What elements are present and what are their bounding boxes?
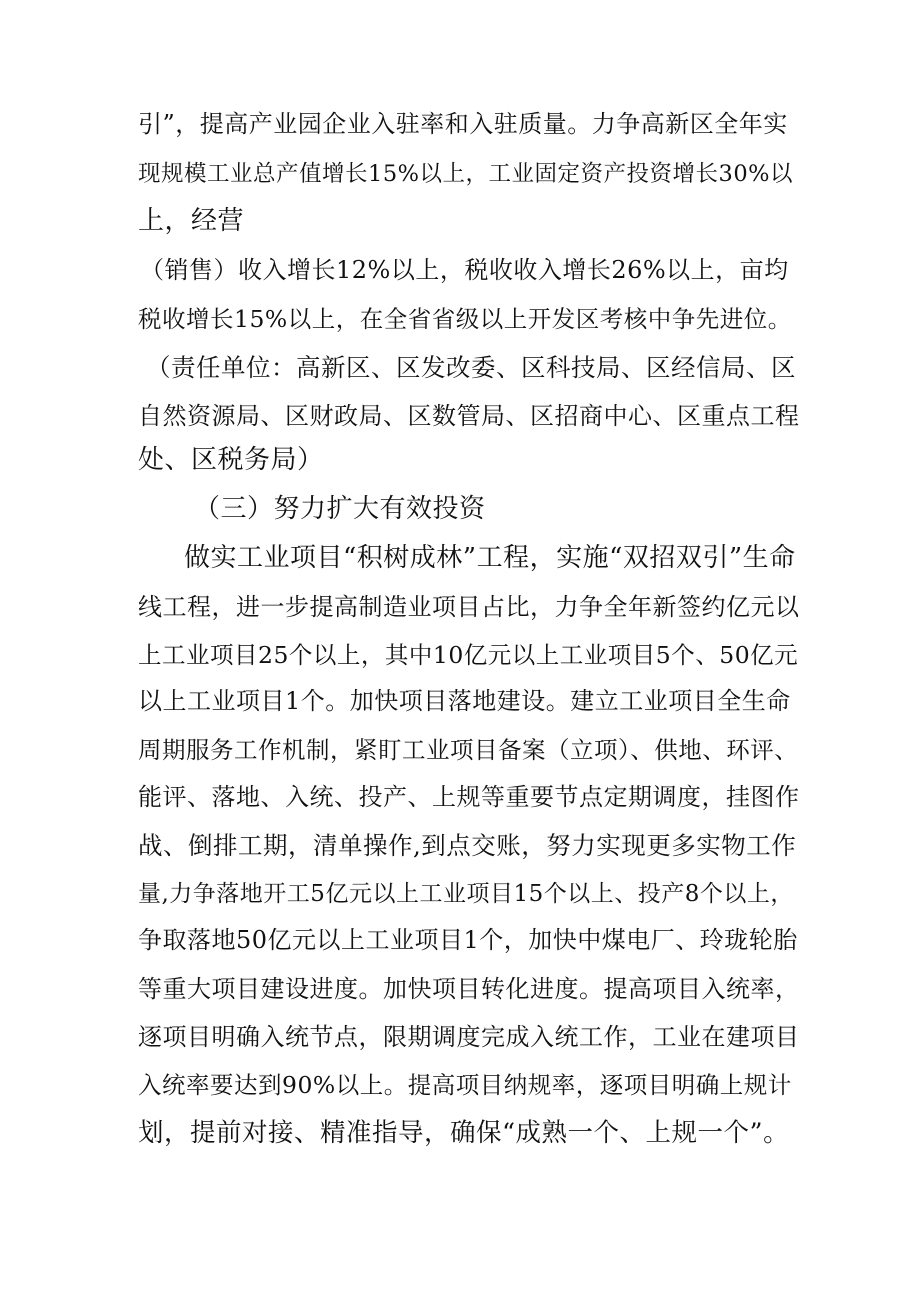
text-line: 能评、落地、入统、投产、上规等重要节点定期调度，挂图作 [138,783,800,811]
section-heading: （三）努力扩大有效投资 [194,494,486,524]
text-line: 现规模工业总产值增长15%以上，工业固定资产投资增长30%以 [138,161,794,187]
text-line: 税收增长15%以上，在全省省级以上开发区考核中争先进位。 [138,305,792,333]
text-line: 争取落地50亿元以上工业项目1个，加快中煤电厂、玲珑轮胎 [138,926,798,954]
text-line: 划，提前对接、精准指导，确保“成熟一个、上规一个”。 [138,1118,790,1148]
text-line: 引”，提高产业园企业入驻率和入驻质量。力争高新区全年实 [138,110,788,138]
text-line: 处、区税务局） [138,445,324,475]
text-line: 战、倒排工期，清单操作,到点交账，努力实现更多实物工作 [138,831,797,860]
text-line: 上工业项目25个以上，其中10亿元以上工业项目5个、50亿元 [138,641,799,669]
text-line: （销售）收入增长12%以上，税收收入增长26%以上，亩均 [140,256,789,284]
text-line: 线工程，进一步提高制造业项目占比，力争全年新签约亿元以 [138,593,800,621]
text-line: 量,力争落地开工5亿元以上工业项目15个以上、投产8个以上， [138,881,794,907]
text-line: （责任单位：高新区、区发改委、区科技局、区经信局、区 [146,353,796,382]
text-line: 自然资源局、区财政局、区数管局、区招商中心、区重点工程 [138,402,800,430]
text-line: 做实工业项目“积树成林”工程，实施“双招双引”生命 [184,543,796,573]
text-line: 以上工业项目1个。加快项目落地建设。建立工业项目全生命 [138,687,791,715]
text-line: 逐项目明确入统节点，限期调度完成入统工作，工业在建项目 [138,1023,800,1051]
text-line: 入统率要达到90%以上。提高项目纳规率，逐项目明确上规计 [138,1071,792,1099]
text-line: 上，经营 [138,206,245,236]
text-line: 等重大项目建设进度。加快项目转化进度。提高项目入统率， [138,975,800,1003]
text-line: 周期服务工作机制，紧盯工业项目备案（立项）、供地、环评、 [138,736,799,764]
